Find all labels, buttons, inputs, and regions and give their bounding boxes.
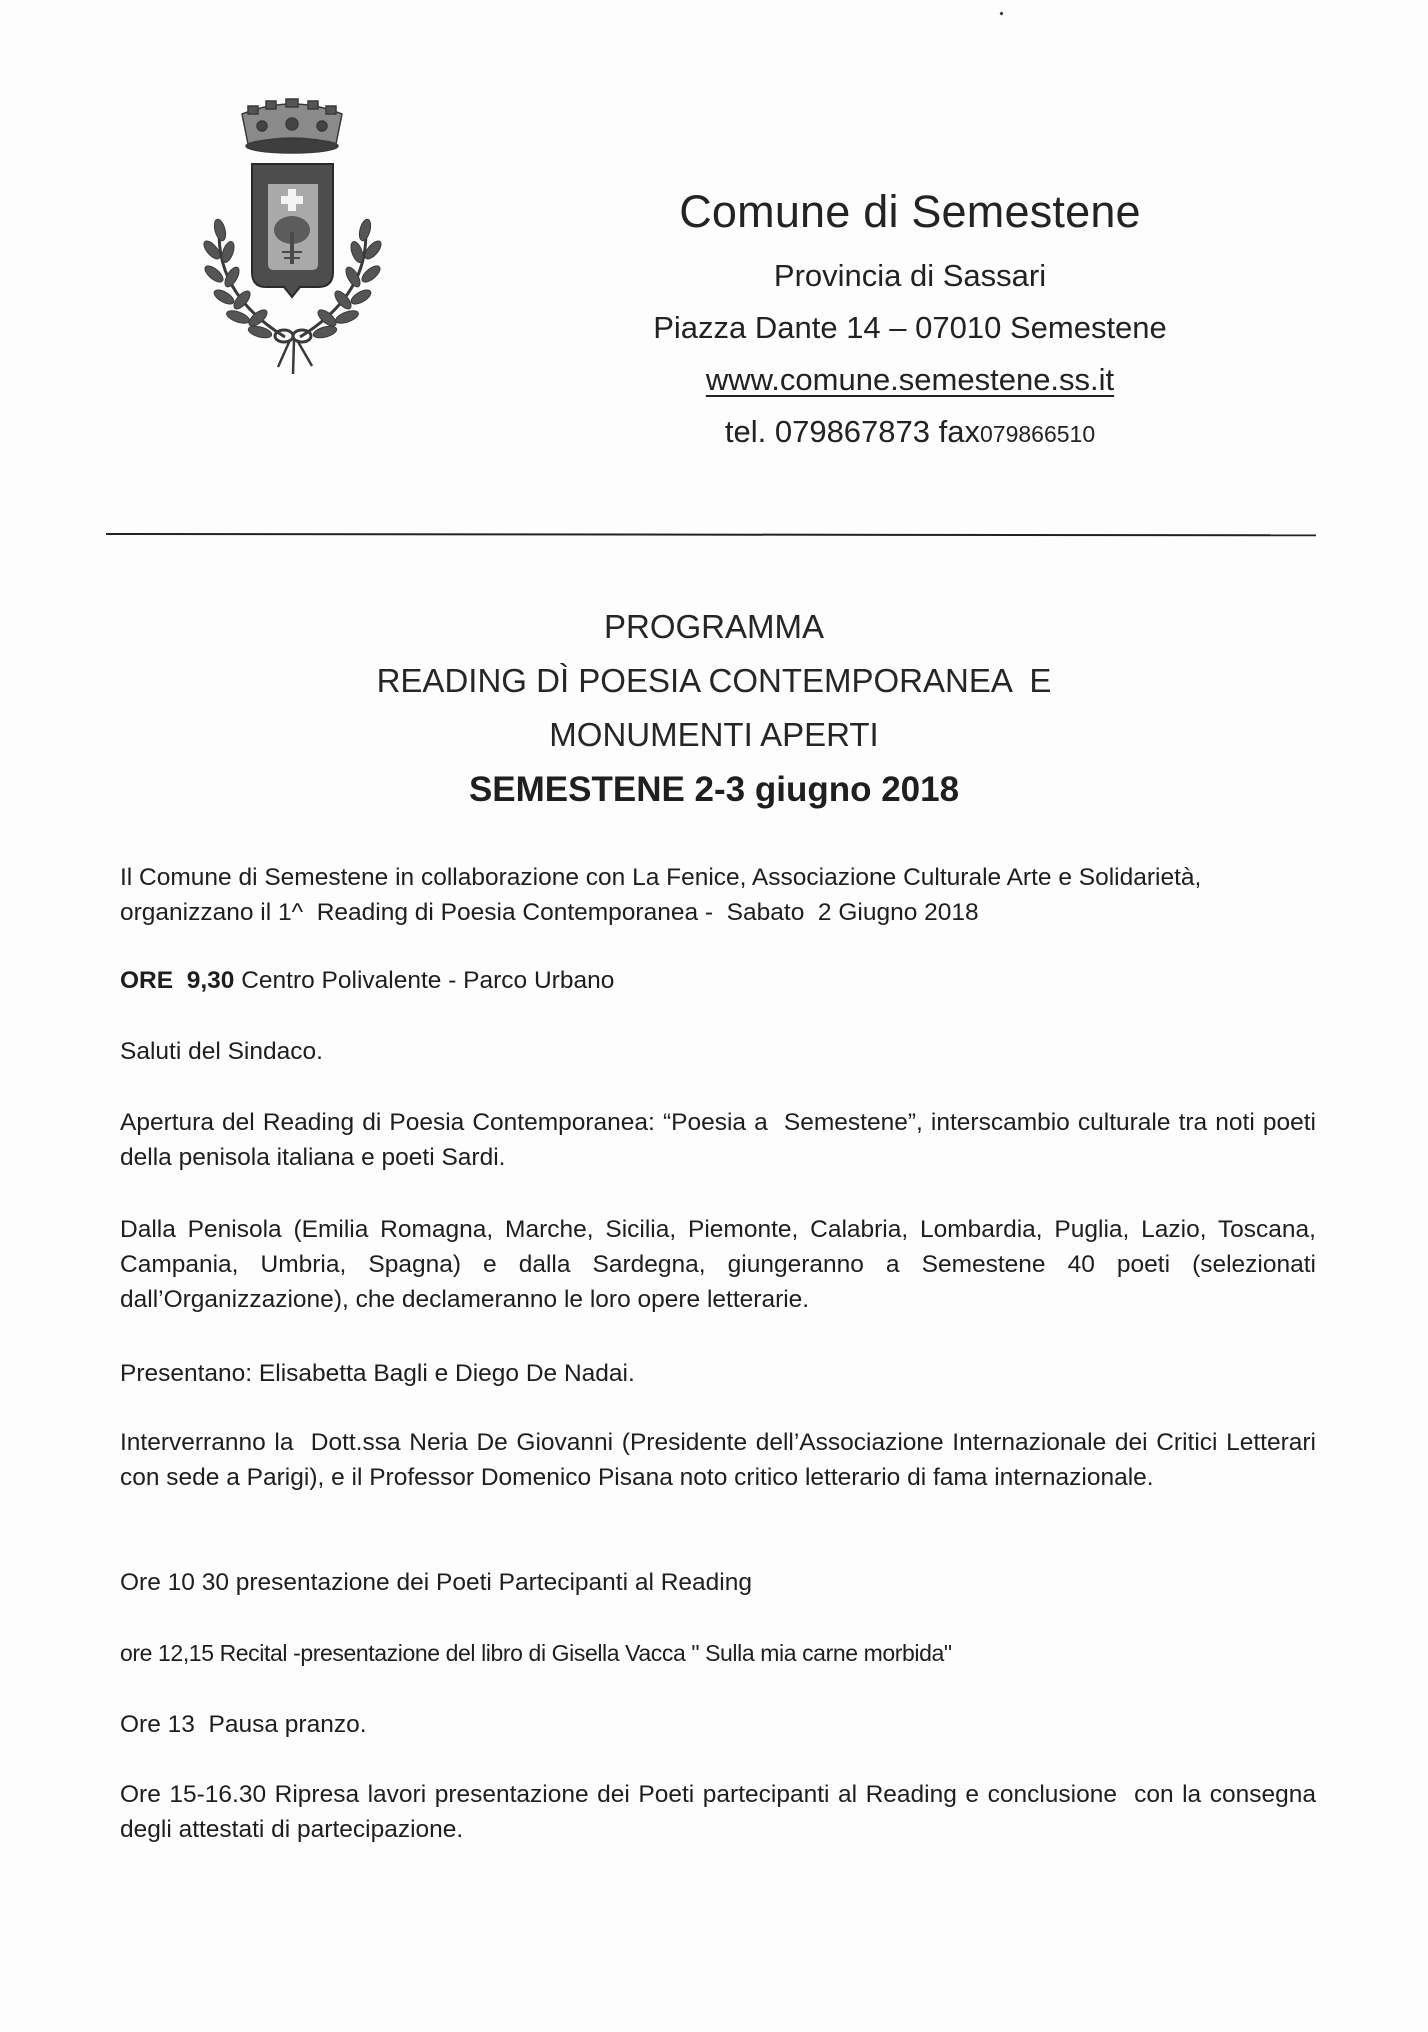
schedule-place: Centro Polivalente - Parco Urbano bbox=[234, 967, 615, 994]
schedule-item: Ore 10 30 presentazione dei Poeti Partecipanti al Reading bbox=[120, 1569, 752, 1596]
speakers-paragraph: Interverranno la Dott.ssa Neria De Giovanni (Presidente dell’Associazione Internazionale dei Critici Letterari con sede a Parigi), e il Professor Domenico Pisana noto critico letterario di fama internazionale. bbox=[120, 1429, 1323, 1491]
address: Piazza Dante 14 – 07010 Semestene bbox=[653, 310, 1167, 345]
header-divider bbox=[106, 533, 1316, 536]
schedule-time: ORE 9,30 bbox=[120, 967, 235, 994]
intro-line-2: organizzano il 1^ Reading di Poesia Contemporanea - Sabato 2 Giugno 2018 bbox=[120, 899, 979, 926]
fax-number: 079866510 bbox=[980, 421, 1096, 447]
event-title-line1: READING DÌ POESIA CONTEMPORANEA E bbox=[376, 662, 1052, 699]
opening-paragraph: Apertura del Reading di Poesia Contemporanea: “Poesia a Semestene”, interscambio culturale tra noti poeti della penisola italiana e poeti Sardi. bbox=[120, 1109, 1323, 1171]
shield-icon bbox=[252, 164, 333, 297]
coat-of-arms-icon bbox=[190, 92, 395, 377]
presenters-paragraph: Presentano: Elisabetta Bagli e Diego De Nadai. bbox=[120, 1360, 635, 1387]
intro-line-1: Il Comune di Semestene in collaborazione con La Fenice, Associazione Culturale Arte e Solidarietà, bbox=[120, 864, 1202, 891]
contact-line bbox=[560, 414, 1260, 450]
schedule-item: Ore 13 Pausa pranzo. bbox=[120, 1711, 367, 1738]
greeting-paragraph: Saluti del Sindaco. bbox=[120, 1038, 323, 1065]
program-heading: PROGRAMMA bbox=[603, 608, 824, 645]
event-dates: SEMESTENE 2-3 giugno 2018 bbox=[468, 770, 960, 809]
tel-number: 079867873 bbox=[774, 414, 931, 449]
schedule-item: Ore 15-16.30 Ripresa lavori presentazione dei Poeti partecipanti al Reading e conclusione con la consegna degli attestati di partecipazione. bbox=[120, 1781, 1323, 1843]
schedule-item-opening bbox=[120, 963, 1316, 998]
schedule-item: ore 12,15 Recital -presentazione del libro di Gisella Vacca " Sulla mia carne morbida" bbox=[120, 1640, 952, 1666]
event-title-line2: MONUMENTI APERTI bbox=[549, 716, 879, 753]
website-link[interactable]: www.comune.semestene.ss.it bbox=[705, 362, 1115, 397]
fax-label: fax bbox=[938, 414, 980, 449]
tel-label: tel. bbox=[724, 414, 767, 449]
scan-speck bbox=[999, 11, 1003, 15]
municipality-name: Comune di Semestene bbox=[679, 186, 1141, 237]
regions-paragraph: Dalla Penisola (Emilia Romagna, Marche, Sicilia, Piemonte, Calabria, Lombardia, Puglia, Lazio, Toscana, Campania, Umbria, Spagna) e dalla Sardegna, giungeranno a Semestene 40 poeti (selezionati dall’Organizzazione), che declameranno le loro opere letterarie. bbox=[120, 1216, 1316, 1313]
province-name: Provincia di Sassari bbox=[773, 258, 1047, 293]
crown-icon bbox=[242, 99, 342, 153]
